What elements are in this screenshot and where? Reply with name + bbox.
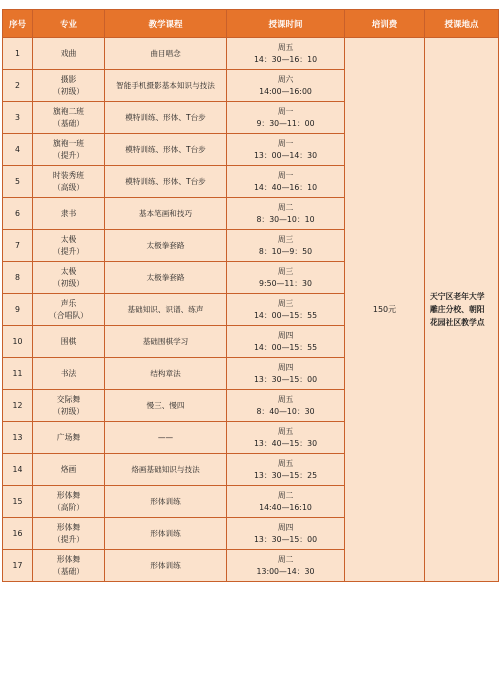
major-cell [33, 518, 105, 550]
major-line: （初级） [52, 406, 85, 416]
time-range: 13：30—15：25 [253, 470, 318, 480]
table-body [3, 38, 499, 582]
major-line: 时装秀班 [52, 170, 85, 180]
major-line: 广场舞 [56, 432, 81, 442]
weekday: 周四 [277, 522, 294, 532]
major-line: （提升） [52, 534, 85, 544]
time-cell [227, 422, 345, 454]
header-fee: 培训费 [345, 10, 425, 38]
weekday: 周二 [277, 202, 294, 212]
weekday: 周四 [277, 362, 294, 372]
major-cell [33, 134, 105, 166]
time-range: 8：30—10：10 [256, 214, 315, 224]
row-number: 15 [3, 486, 33, 518]
course-cell: —— [105, 422, 227, 454]
weekday: 周五 [277, 458, 294, 468]
course-cell: 基础围棋学习 [105, 326, 227, 358]
header-no: 序号 [3, 10, 33, 38]
location-cell [425, 38, 499, 582]
row-number: 6 [3, 198, 33, 230]
major-cell [33, 454, 105, 486]
major-cell [33, 70, 105, 102]
major-cell [33, 390, 105, 422]
major-cell [33, 486, 105, 518]
major-line: （初级） [52, 86, 85, 96]
row-number: 17 [3, 550, 33, 582]
weekday: 周三 [277, 266, 294, 276]
time-range: 14:00—16:00 [259, 86, 312, 96]
major-line: 摄影 [60, 74, 77, 84]
time-range: 13：40—15：30 [253, 438, 318, 448]
major-line: 旗袍二班 [52, 106, 85, 116]
weekday: 周六 [277, 74, 294, 84]
major-line: （高级） [52, 182, 85, 192]
row-number: 7 [3, 230, 33, 262]
weekday: 周五 [277, 426, 294, 436]
course-cell: 模特训练、形体、T台步 [105, 134, 227, 166]
time-range: 14：40—16：10 [253, 182, 318, 192]
major-line: （基础） [52, 118, 85, 128]
major-cell [33, 294, 105, 326]
major-line: 书法 [60, 368, 77, 378]
row-number: 2 [3, 70, 33, 102]
time-cell [227, 262, 345, 294]
course-cell: 形体训练 [105, 486, 227, 518]
weekday: 周三 [277, 298, 294, 308]
time-cell [227, 230, 345, 262]
header-location: 授课地点 [425, 10, 499, 38]
time-range: 8：10—9：50 [258, 246, 313, 256]
row-number: 11 [3, 358, 33, 390]
schedule-table-wrapper [2, 9, 499, 582]
weekday: 周五 [277, 42, 294, 52]
course-cell: 形体训练 [105, 518, 227, 550]
course-cell: 基本笔画和技巧 [105, 198, 227, 230]
course-cell: 曲目唱念 [105, 38, 227, 70]
major-cell [33, 358, 105, 390]
row-number: 13 [3, 422, 33, 454]
header-time: 授课时间 [227, 10, 345, 38]
weekday: 周一 [277, 106, 294, 116]
course-cell: 结构章法 [105, 358, 227, 390]
time-cell [227, 390, 345, 422]
course-schedule-table [2, 9, 499, 582]
time-range: 14：00—15：55 [253, 342, 318, 352]
course-cell: 太极拳套路 [105, 230, 227, 262]
major-line: （提升） [52, 150, 85, 160]
time-cell [227, 294, 345, 326]
weekday: 周一 [277, 138, 294, 148]
time-cell [227, 454, 345, 486]
row-number: 14 [3, 454, 33, 486]
row-number: 12 [3, 390, 33, 422]
major-line: 形体舞 [56, 522, 81, 532]
major-line: 旗袍一班 [52, 138, 85, 148]
time-cell [227, 134, 345, 166]
weekday: 周三 [277, 234, 294, 244]
location-line: 花园社区教学点 [430, 318, 485, 327]
major-line: （提升） [52, 246, 85, 256]
time-range: 14：30—16：10 [253, 54, 318, 64]
header-major: 专业 [33, 10, 105, 38]
row-number: 9 [3, 294, 33, 326]
table-row [3, 38, 499, 70]
time-cell [227, 358, 345, 390]
time-range: 14：00—15：55 [253, 310, 318, 320]
course-cell: 烙画基础知识与技法 [105, 454, 227, 486]
major-line: 形体舞 [56, 490, 81, 500]
weekday: 周二 [277, 490, 294, 500]
row-number: 1 [3, 38, 33, 70]
major-cell [33, 230, 105, 262]
row-number: 4 [3, 134, 33, 166]
major-cell [33, 102, 105, 134]
major-line: 形体舞 [56, 554, 81, 564]
row-number: 16 [3, 518, 33, 550]
course-cell: 慢三、慢四 [105, 390, 227, 422]
time-range: 9:50—11：30 [259, 278, 312, 288]
header-row [3, 10, 499, 38]
major-line: （基础） [52, 566, 85, 576]
course-cell: 太极拳套路 [105, 262, 227, 294]
row-number: 10 [3, 326, 33, 358]
time-range: 14:40—16:10 [259, 502, 312, 512]
major-line: 交际舞 [56, 394, 81, 404]
major-cell [33, 550, 105, 582]
weekday: 周一 [277, 170, 294, 180]
course-cell: 模特训练、形体、T台步 [105, 102, 227, 134]
major-line: 隶书 [60, 208, 77, 218]
time-cell [227, 198, 345, 230]
row-number: 8 [3, 262, 33, 294]
major-cell [33, 422, 105, 454]
time-cell [227, 70, 345, 102]
time-cell [227, 550, 345, 582]
row-number: 3 [3, 102, 33, 134]
course-cell: 基础知识、识谱、练声 [105, 294, 227, 326]
major-line: （高阶） [52, 502, 85, 512]
course-cell: 智能手机摄影基本知识与技法 [105, 70, 227, 102]
major-cell [33, 326, 105, 358]
major-cell [33, 262, 105, 294]
weekday: 周二 [277, 554, 294, 564]
major-line: 太极 [60, 266, 77, 276]
time-cell [227, 102, 345, 134]
time-cell [227, 326, 345, 358]
weekday: 周四 [277, 330, 294, 340]
row-number: 5 [3, 166, 33, 198]
time-cell [227, 166, 345, 198]
time-range: 13：00—14：30 [253, 150, 318, 160]
major-line: 声乐 [60, 298, 77, 308]
course-cell: 形体训练 [105, 550, 227, 582]
major-cell [33, 38, 105, 70]
major-cell [33, 166, 105, 198]
time-cell [227, 518, 345, 550]
major-line: （合唱队） [49, 310, 88, 320]
major-cell [33, 198, 105, 230]
major-line: 戏曲 [60, 48, 77, 58]
location-line: 天宁区老年大学 [430, 292, 485, 301]
time-range: 8：40—10：30 [256, 406, 315, 416]
location-line: 雕庄分校、朝阳 [430, 305, 485, 314]
fee-cell: 150元 [345, 38, 425, 582]
time-range: 13:00—14：30 [256, 566, 315, 576]
major-line: 太极 [60, 234, 77, 244]
time-range: 9：30—11：00 [256, 118, 315, 128]
major-line: 烙画 [60, 464, 77, 474]
weekday: 周五 [277, 394, 294, 404]
time-range: 13：30—15：00 [253, 534, 318, 544]
time-range: 13：30—15：00 [253, 374, 318, 384]
header-course: 教学课程 [105, 10, 227, 38]
major-line: （初级） [52, 278, 85, 288]
course-cell: 模特训练、形体、T台步 [105, 166, 227, 198]
time-cell [227, 486, 345, 518]
major-line: 围棋 [60, 336, 77, 346]
time-cell [227, 38, 345, 70]
